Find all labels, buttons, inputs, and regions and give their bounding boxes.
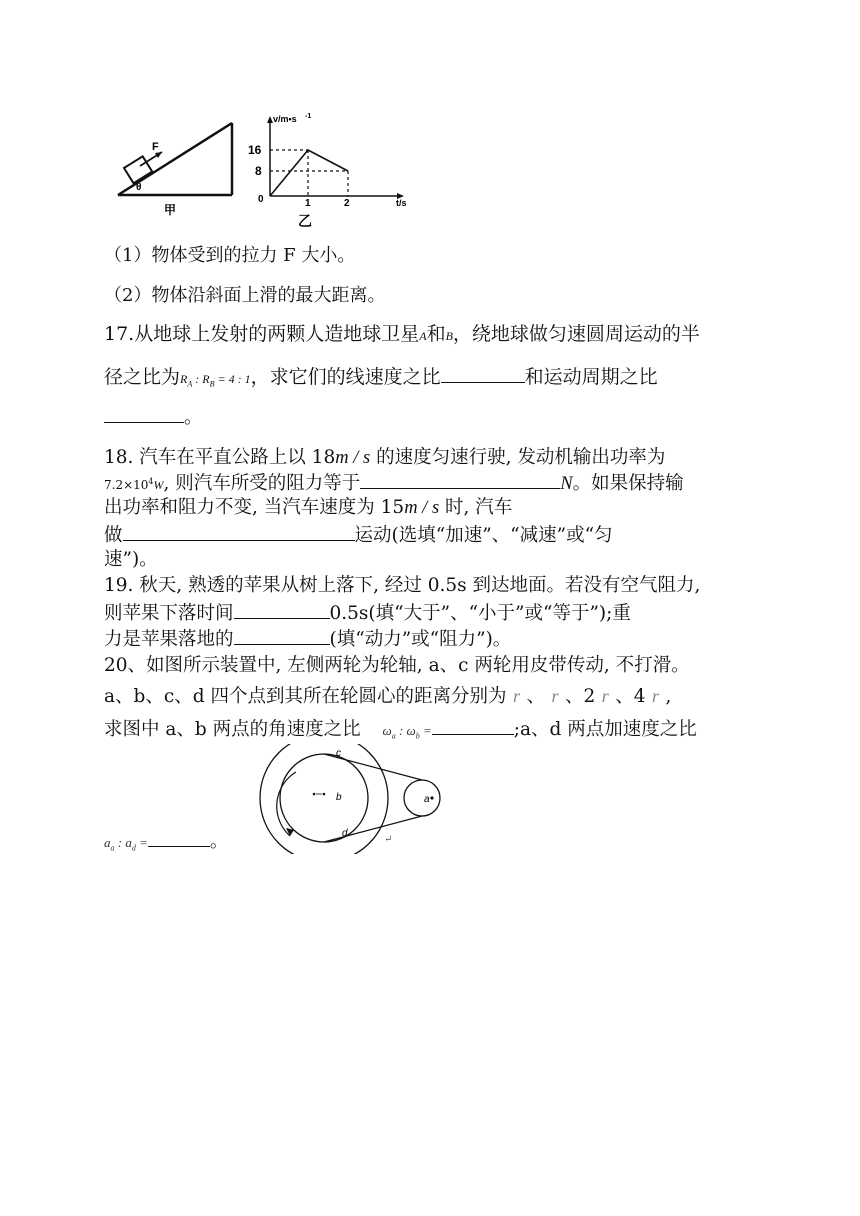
q18-line5: 速”)。 (104, 549, 158, 570)
q20-line2: a、b、c、d 四个点到其所在轮圆心的距离分别为 r 、 r 、2 r 、4 r , (104, 686, 672, 707)
q17-line2 (104, 364, 658, 396)
tick-16: 16 (248, 143, 262, 157)
r-symbol: r (551, 686, 559, 706)
r-symbol: r (512, 686, 520, 706)
point-d-label: d (342, 828, 348, 839)
angle-label: θ (136, 182, 142, 193)
q16-part2: （2）物体沿斜面上滑的最大距离。 (104, 285, 386, 306)
pulley-diagram (250, 744, 450, 854)
q19-line3: 力是苹果落地的 (填“动力”或“阻力”)。 (104, 626, 511, 652)
q18-power: $7.2\times 10^4W$ (104, 477, 164, 492)
q19-line2: 则苹果下落时间 0.5s(填“大于”、“小于”或“等于”);重 (104, 600, 631, 626)
q17-blank-period[interactable] (104, 404, 184, 423)
force-label: F (152, 141, 159, 153)
q17-and: 和 (426, 323, 446, 345)
q17-line3: 。 (104, 404, 202, 430)
q17-line2-mid2: 和运动周期之比 (524, 366, 658, 388)
q20-accel-expr: $a_a$ : $a_d$ = (104, 835, 148, 853)
r-symbol: r (652, 686, 660, 706)
q17-text: 17.从地球上发射的两颗人造地球卫星 (104, 323, 420, 345)
q18-blank-motion[interactable] (123, 522, 355, 541)
q18-line3: 出功率和阻力不变, 当汽车速度为 15m / s 时, 汽车 (104, 497, 513, 518)
tick-2: 2 (344, 198, 350, 209)
q17-line1 (104, 322, 700, 348)
origin-label: 0 (258, 194, 264, 205)
q20-blank-angular[interactable] (432, 716, 514, 735)
r-symbol: r (601, 686, 609, 706)
q17-ratio-expr: $R_A$ : $R_B = 4$ : 1 (180, 372, 251, 389)
caption-yi: 乙 (298, 213, 312, 229)
tick-1: 1 (305, 198, 311, 209)
point-a-label: a (424, 794, 430, 805)
q18-line1: 18. 汽车在平直公路上以 18m / s 的速度匀速行驶, 发动机输出功率为 (104, 447, 666, 468)
q18-line4: 做 运动(选填“加速”、“减速”或“匀 (104, 522, 613, 548)
axis-y-exp: -1 (305, 113, 312, 120)
q17-line2-head: 径之比为 (104, 366, 181, 388)
incline-diagram (118, 123, 232, 217)
q19-blank-force[interactable] (234, 626, 330, 645)
q19-blank-time[interactable] (234, 600, 330, 619)
q20-omega-expr: $\omega_a$ : $\omega_b$ = (382, 723, 432, 741)
q17-sat-a: A (419, 329, 427, 343)
axis-y-label: v/m•s (273, 114, 297, 124)
q17-blank-velocity[interactable] (441, 364, 525, 383)
q18-line2: $7.2\times 10^4W$, 则汽车所受的阻力等于 N。如果保持输 (104, 470, 684, 497)
q20-line1: 20、如图所示装置中, 左侧两轮为轮轴, a、c 两轮用皮带传动, 不打滑。 (104, 655, 690, 676)
axis-x-label: t/s (396, 198, 407, 208)
q17-line2-mid: ，求它们的线速度之比 (250, 366, 441, 388)
figure-incline-and-vt-graph (100, 108, 420, 238)
q17-sat-b: B (445, 329, 453, 343)
q20-blank-acceleration[interactable] (148, 828, 210, 847)
point-c-label: c (336, 748, 341, 759)
q17-tail: ，绕地球做匀速圆周运动的半 (452, 323, 700, 345)
caption-jia: 甲 (164, 203, 177, 217)
point-b-label: b (336, 792, 342, 803)
tick-8: 8 (255, 164, 262, 178)
return-mark: ↵ (384, 834, 393, 845)
q18-blank-resistance[interactable] (360, 470, 560, 489)
q16-part1: （1）物体受到的拉力 F 大小。 (104, 245, 356, 266)
q20-line3: 求图中 a、b 两点的角速度之比 $\omega_a$ : $\omega_b$ = ;a、d 两点加速度之比 (104, 716, 697, 749)
vt-graph (248, 113, 407, 229)
q19-line1: 19. 秋天, 熟透的苹果从树上落下, 经过 0.5s 到达地面。若没有空气阻力, (104, 575, 701, 596)
q20-line4: $a_a$ : $a_d$ = 。 (104, 828, 228, 861)
